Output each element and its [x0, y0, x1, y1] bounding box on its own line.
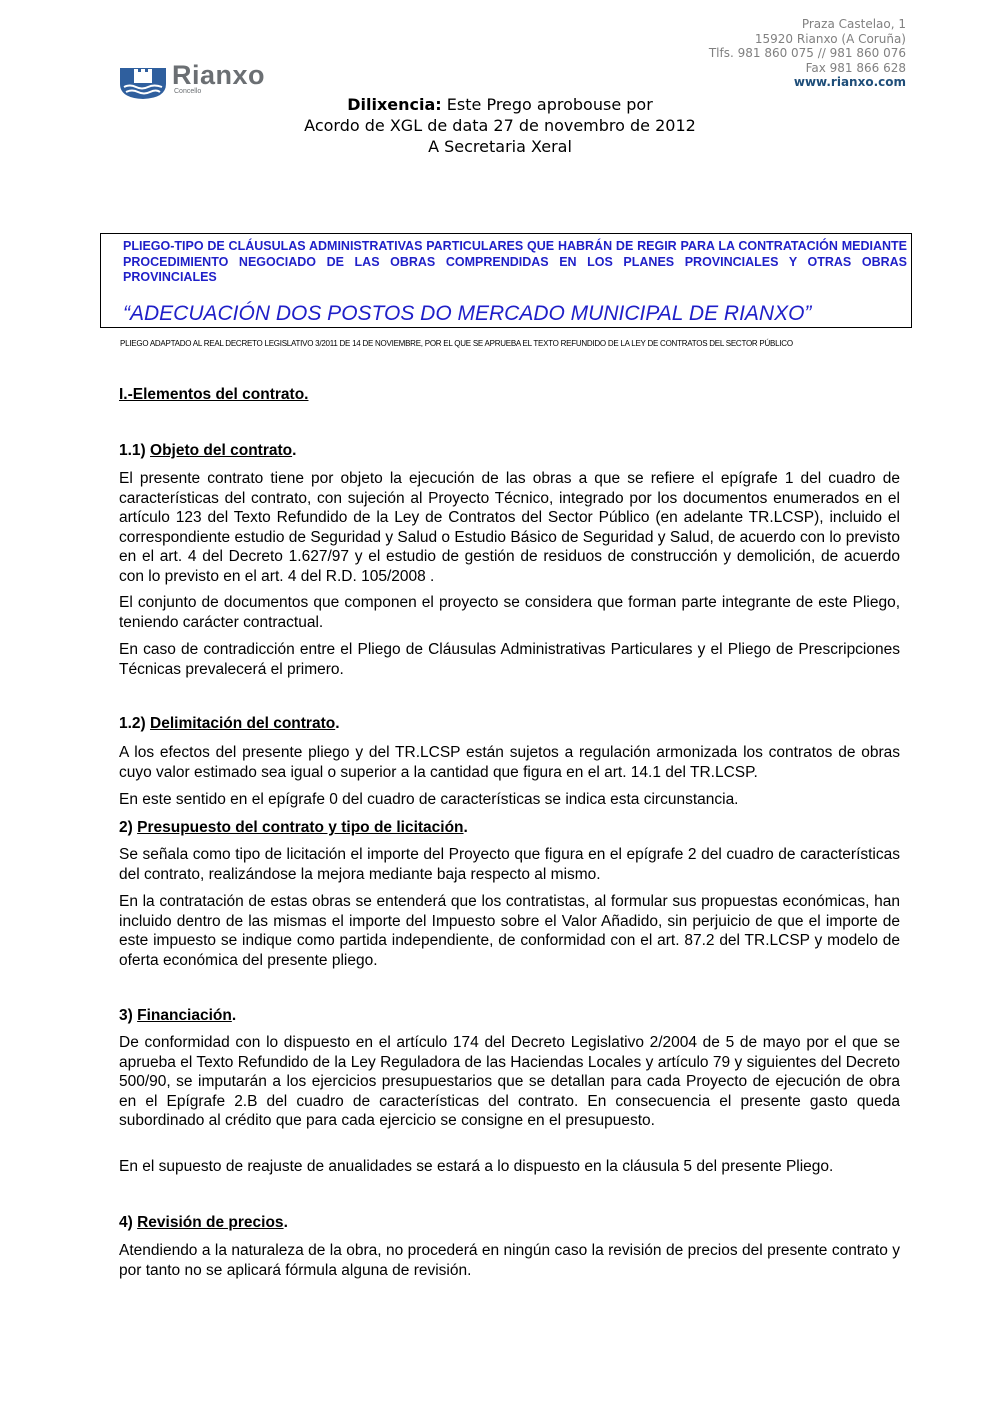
clause-1-2-body: [119, 743, 900, 782]
paragraph: En este sentido en el epígrafe 0 del cuadro de características se indica esta circunstancia.: [119, 791, 739, 808]
address-block: [709, 17, 906, 90]
shield-emblem-icon: [118, 66, 168, 100]
diligence-line3: A Secretaria Xeral: [428, 137, 572, 156]
paragraph: En el supuesto de reajuste de anualidades se estará a lo dispuesto en la cláusula 5 del presente Pliego.: [119, 1158, 834, 1175]
diligence-line1: Este Prego aprobouse por: [446, 95, 653, 114]
logo-subtitle: Concello: [174, 88, 202, 95]
paragraph: En la contratación de estas obras se entenderá que los contratistas, al formular sus propuestas económicas, han incluido dentro de las mismas el importe del Impuesto sobre el Valor Añadido, sin perjuicio de que el importe de este impuesto se indique como partida independiente, de conformidad con el art. 87.2 del TR.LCSP y modelo de oferta económica del presente pliego.: [119, 893, 900, 969]
fax-line: Fax 981 866 628: [805, 60, 906, 75]
clause-title: Delimitación del contrato: [150, 715, 336, 732]
clause-1-1-body-3: [119, 640, 900, 679]
clause-title: Objeto del contrato: [150, 442, 293, 459]
clause-2-body: [119, 845, 900, 884]
section-heading: [119, 385, 900, 405]
address-line: 15920 Rianxo (A Coruña): [754, 31, 906, 46]
clause-4-body: [119, 1241, 900, 1280]
paragraph: Se señala como tipo de licitación el importe del Proyecto que figura en el epígrafe 2 del cuadro de características del contrato, realizándose la mejora mediante baja respecto al mismo.: [119, 846, 900, 883]
title-box: [100, 233, 912, 328]
clause-title: Financiación: [137, 1007, 232, 1024]
paragraph: De conformidad con lo dispuesto en el artículo 174 del Decreto Legislativo 2/2004 de 5 de mayo por el que se aprueba el Texto Refundido de la Ley Reguladora de las Haciendas Locales y artículo 79 y siguientes del Decreto 500/90, se imputarán a los ejercicios presupuestarios que se detallan para cada Proyecto de ejecución de obra en el Epígrafe 2.B del cuadro de características del contrato. En consecuencia el presente gasto queda subordinado al crédito que para cada ejercicio se consigne en el presupuesto.: [119, 1034, 900, 1129]
legal-note: PLIEGO ADAPTADO AL REAL DECRETO LEGISLATIVO 3/2011 DE 14 DE NOVIEMBRE, POR EL QUE SE APRUEBA EL TEXTO REFUNDIDO DE LA LEY DE CONTRATOS DEL SECTOR PÚBLICO: [120, 339, 793, 348]
clause-2-body-2: [119, 892, 900, 970]
paragraph: Atendiendo a la naturaleza de la obra, no procederá en ningún caso la revisión de precios del presente contrato y por tanto no se aplicará fórmula alguna de revisión.: [119, 1242, 900, 1279]
clause-number: 1.2): [119, 715, 146, 732]
document-title: PLIEGO-TIPO DE CLÁUSULAS ADMINISTRATIVAS PARTICULARES QUE HABRÁN DE REGIR PARA LA CONTRATACIÓN MEDIANTE PROCEDIMIENTO NEGOCIADO DE LAS OBRAS COMPRENDIDAS EN LOS PLANES PROVINCIALES Y OTRAS OBRAS PROVINCIALES: [123, 239, 907, 284]
clause-4-heading: 4) Revisión de precios.: [119, 1214, 288, 1231]
clause-number: 1.1): [119, 442, 146, 459]
clause-title: Revisión de precios: [137, 1214, 284, 1231]
clause-1-1-body: [119, 469, 900, 586]
clause-3-body-2: [119, 1157, 900, 1177]
section-1-heading: I.-Elementos del contrato.: [119, 386, 309, 403]
clause-number: 2): [119, 819, 133, 836]
clause-1-1-body-2: [119, 593, 900, 632]
clause-title: Presupuesto del contrato y tipo de licitación: [137, 819, 464, 836]
clause-2-heading: 2) Presupuesto del contrato y tipo de licitación.: [119, 819, 468, 836]
paragraph: El presente contrato tiene por objeto la ejecución de las obras a que se refiere el epígrafe 1 del cuadro de características del contrato, con sujeción al Proyecto Técnico, integrado por los documentos enumerados en el artículo 123 del Texto Refundido de la Ley de Contratos del Sector Público (en adelante TR.LCSP), incluido el correspondiente estudio de Seguridad y Salud o Estudio Básico de Seguridad y Salud, de acuerdo con lo previsto en el art. 4 del Decreto 1.627/97 y el estudio de gestión de residuos de construcción y demolición, de acuerdo con lo previsto en el art. 4 del R.D. 105/2008 .: [119, 470, 900, 585]
clause-number: 4): [119, 1214, 133, 1231]
clause-3-body: [119, 1033, 900, 1131]
clause-number: 3): [119, 1007, 133, 1024]
clause-1-1-heading: 1.1) Objeto del contrato.: [119, 442, 297, 459]
project-name: “ADECUACIÓN DOS POSTOS DO MERCADO MUNICIPAL DE RIANXO”: [123, 302, 812, 325]
paragraph: En caso de contradicción entre el Pliego de Cláusulas Administrativas Particulares y el Pliego de Prescripciones Técnicas prevalecerá el primero.: [119, 641, 900, 678]
paragraph: El conjunto de documentos que componen el proyecto se considera que forman parte integrante de este Pliego, teniendo carácter contractual.: [119, 594, 900, 631]
address-line: Praza Castelao, 1: [801, 17, 906, 31]
paragraph: A los efectos del presente pliego y del TR.LCSP están sujetos a regulación armonizada los contratos de obras cuyo valor estimado sea igual o superior a la cantidad que figura en el art. 14.1 del TR.LCSP.: [119, 744, 900, 781]
clause-1-2-body-2: [119, 790, 900, 810]
diligence-line2: Acordo de XGL de data 27 de novembro de 2012: [304, 116, 696, 135]
clause-3-heading: 3) Financiación.: [119, 1007, 237, 1024]
website-link[interactable]: www.rianxo.com: [793, 75, 906, 89]
logo-wordmark: Rianxo: [172, 60, 266, 90]
diligence-label: Dilixencia:: [347, 95, 442, 114]
diligence-note: [200, 94, 800, 157]
phone-line: Tlfs. 981 860 075 // 981 860 076: [708, 46, 906, 60]
clause-1-2-heading: 1.2) Delimitación del contrato.: [119, 715, 340, 732]
